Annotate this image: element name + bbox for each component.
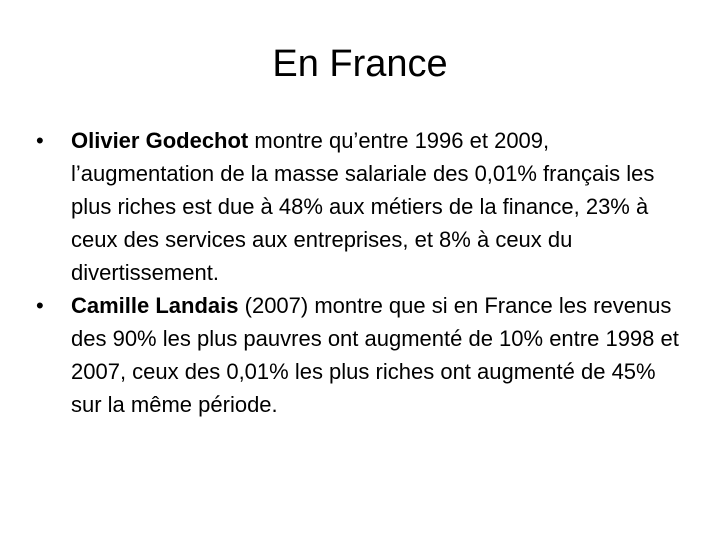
bullet-item-godechot: [36, 124, 686, 289]
author-name: Olivier Godechot: [71, 128, 249, 153]
bullet-list: [36, 124, 686, 421]
slide-title: En France: [272, 43, 448, 85]
bullet-text: (2007) montre que si en France les revenus des 90% les plus pauvres ont augmenté de 10% entre 1998 et 2007, ceux des 0,01% les plus riches ont augmenté de 45% sur la même période.: [71, 293, 679, 417]
bullet-icon: •: [36, 128, 44, 153]
bullet-text: montre qu’entre 1996 et 2009, l’augmentation de la masse salariale des 0,01% français les plus riches est due à 48% aux métiers de la finance, 23% à ceux des services aux entreprises, et 8% à ceux du divertissement.: [71, 128, 655, 285]
bullet-item-landais: [36, 289, 686, 421]
bullet-icon: •: [36, 293, 44, 318]
author-name: Camille Landais: [71, 293, 239, 318]
